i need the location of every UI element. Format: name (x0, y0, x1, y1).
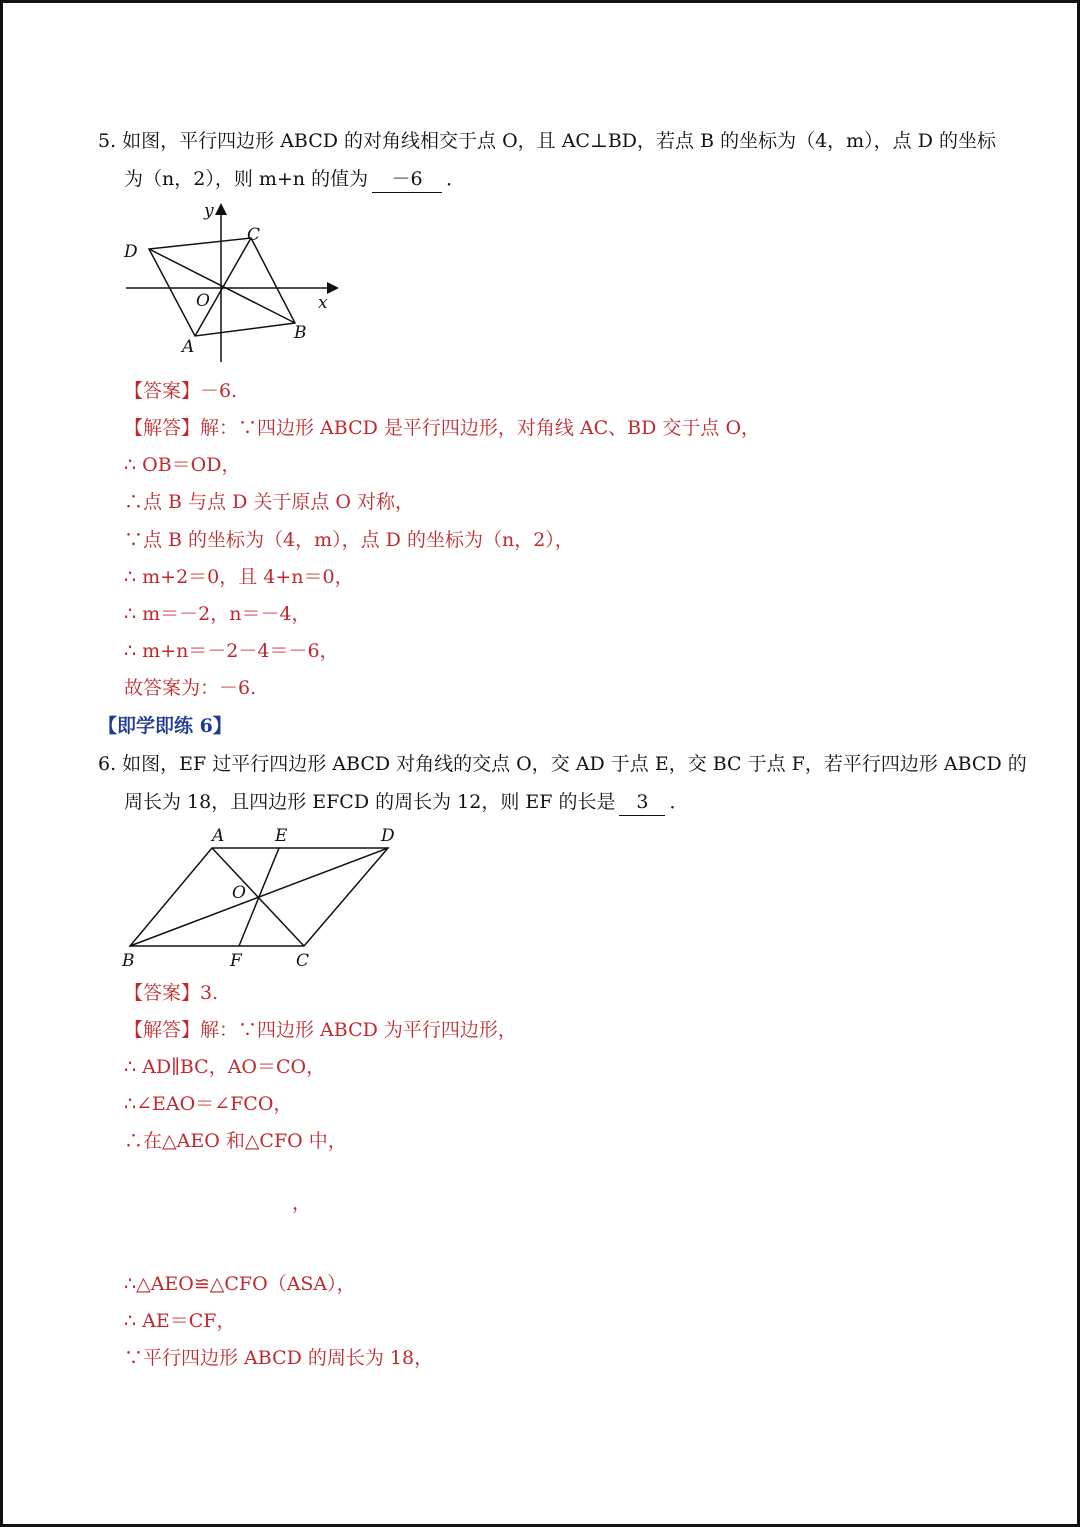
q6-solution-line: ∴∠EAO＝∠FCO， (124, 1093, 293, 1115)
q5-figure (118, 196, 348, 370)
q5-answer-blank: －6 (372, 166, 442, 193)
label-b: B (294, 323, 307, 343)
q5-solution-line: ∴ OB＝OD， (124, 454, 241, 476)
q5-solution-line: ∴ m+2＝0，且 4+n＝0， (124, 566, 354, 588)
diagonal-ac (212, 848, 304, 946)
q6-solution-line: ∴ AE＝CF， (124, 1310, 236, 1332)
q5-stem-prefix: 为（n，2），则 m+n 的值为 (124, 168, 369, 190)
q6-solution-line: ∴在△AEO 和△CFO 中， (124, 1130, 347, 1152)
parallelogram-abcd (149, 238, 295, 336)
label-y: y (204, 201, 214, 221)
label-a: A (182, 337, 195, 357)
q5-solution-line: ∴点 B 与点 D 关于原点 O 对称， (124, 491, 415, 513)
q5-stem-line2 (124, 166, 465, 193)
label-c: C (296, 951, 310, 971)
q6-stem-prefix: 周长为 18，且四边形 EFCD 的周长为 12，则 EF 的长是 (124, 791, 616, 813)
q5-stem-suffix: ． (446, 168, 466, 190)
label-x: x (318, 293, 328, 313)
label-b: B (122, 951, 135, 971)
q6-solution-line: 【解答】解：∵四边形 ABCD 为平行四边形， (124, 1019, 517, 1041)
label-c: C (247, 225, 261, 245)
diagonal-bd (149, 249, 295, 323)
label-a: A (212, 826, 225, 846)
q6-answer: 【答案】3. (124, 982, 219, 1004)
q6-answer-blank: 3 (619, 789, 665, 816)
q5-answer: 【答案】－6. (124, 380, 238, 402)
diagonal-ac (195, 238, 251, 336)
q6-stem-line1: 6. 如图，EF 过平行四边形 ABCD 对角线的交点 O，交 AD 于点 E，交 BC 于点 F，若平行四边形 ABCD 的 (98, 753, 1027, 775)
q6-solution-comma: ， (292, 1192, 312, 1214)
q5-stem-line1: 5. 如图，平行四边形 ABCD 的对角线相交于点 O，且 AC⊥BD，若点 B 的坐标为（4，m），点 D 的坐标 (98, 130, 996, 152)
q5-solution-line: ∴ m+n＝－2－4＝－6， (124, 640, 339, 662)
q5-solution-line: ∵点 B 的坐标为（4，m），点 D 的坐标为（n，2）， (124, 529, 574, 551)
q6-solution-line: ∴ AD∥BC，AO＝CO， (124, 1056, 326, 1078)
section-heading: 【即学即练 6】 (98, 715, 232, 737)
q5-solution-line: ∴ m＝－2，n＝－4， (124, 603, 311, 625)
q5-solution-line: 故答案为：－6. (124, 677, 257, 699)
label-o: O (196, 291, 210, 311)
label-d: D (124, 242, 138, 262)
q6-solution-line: ∵平行四边形 ABCD 的周长为 18， (124, 1347, 434, 1369)
q6-stem-line2 (124, 789, 688, 816)
q6-solution-line: ∴△AEO≌△CFO（ASA）， (124, 1273, 356, 1295)
q5-solution-line: 【解答】解：∵四边形 ABCD 是平行四边形，对角线 AC、BD 交于点 O， (124, 417, 761, 439)
label-e: E (275, 826, 288, 846)
label-f: F (230, 951, 242, 971)
q6-stem-suffix: ． (669, 791, 689, 813)
label-d: D (381, 826, 395, 846)
label-o: O (232, 883, 246, 903)
q6-figure (118, 820, 408, 979)
